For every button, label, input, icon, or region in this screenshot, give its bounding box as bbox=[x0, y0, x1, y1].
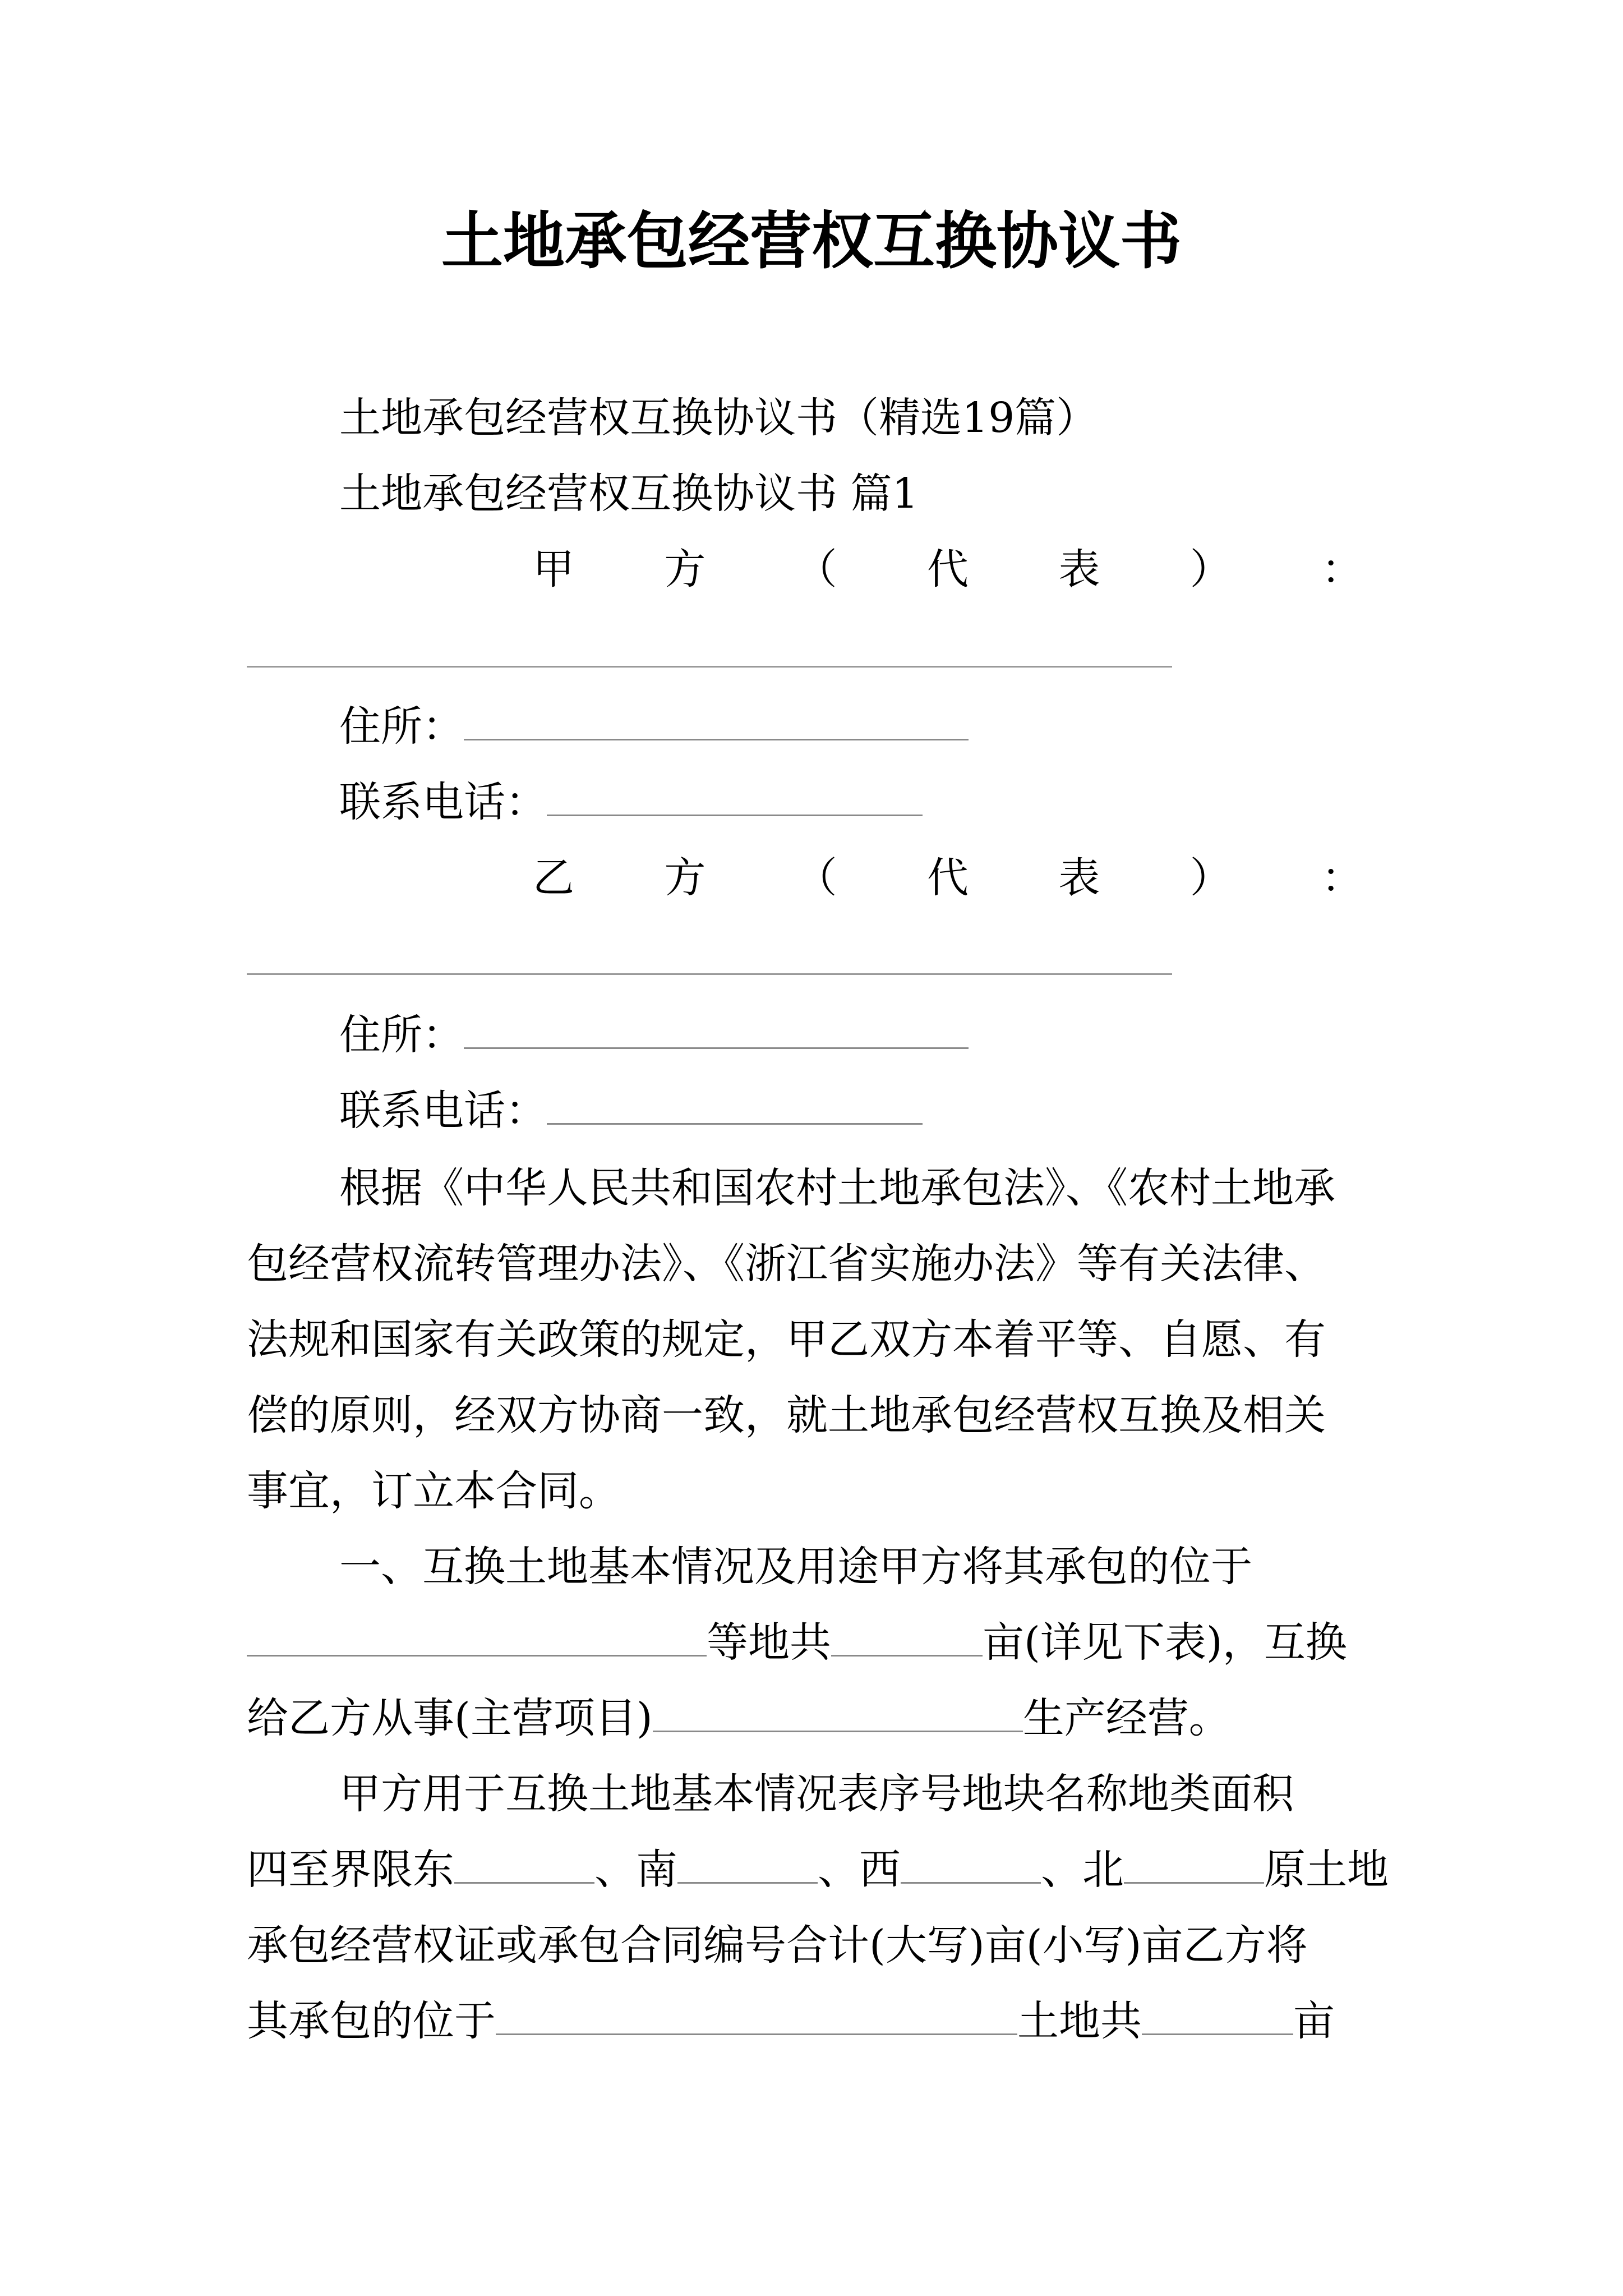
phone-label: 联系电话： bbox=[339, 778, 547, 826]
party-a-phone bbox=[339, 774, 1489, 830]
west-boundary-blank[interactable] bbox=[901, 1848, 1041, 1884]
intro-line: 根据《中华人民共和国农村土地承包法》、《农村土地承 bbox=[339, 1164, 1335, 1212]
party-b-heading: 乙 方 （ 代 表 ） ： bbox=[533, 854, 1363, 902]
party-b-phone bbox=[339, 1083, 1489, 1139]
party-b-area-blank[interactable] bbox=[1142, 2000, 1293, 2035]
south-boundary-blank[interactable] bbox=[677, 1848, 818, 1884]
address-label: 住所： bbox=[339, 702, 464, 751]
document-subtitle: 土地承包经营权互换协议书（精选19篇） bbox=[339, 394, 1098, 442]
party-a-address bbox=[339, 698, 1489, 754]
party-a-name-blank[interactable] bbox=[247, 666, 1172, 668]
section-heading: 土地承包经营权互换协议书 篇1 bbox=[339, 470, 919, 518]
party-b-address bbox=[339, 1007, 1489, 1063]
clause-1-line: 等地共 亩(详见下表)，互换 bbox=[247, 1614, 1396, 1671]
intro-line: 偿的原则，经双方协商一致，就土地承包经营权互换及相关 bbox=[247, 1391, 1326, 1439]
intro-line: 法规和国家有关政策的规定，甲乙双方本着平等、自愿、有 bbox=[247, 1315, 1326, 1364]
party-b-name-blank[interactable] bbox=[247, 973, 1172, 975]
phone-blank[interactable] bbox=[547, 781, 923, 816]
table-desc-line: 甲方用于互换土地基本情况表序号地块名称地类面积 bbox=[339, 1770, 1294, 1818]
document-title: 土地承包经营权互换协议书 bbox=[441, 205, 1182, 277]
party-b-land-location-blank[interactable] bbox=[496, 2000, 1017, 2035]
land-location-blank[interactable] bbox=[247, 1621, 707, 1657]
phone-blank[interactable] bbox=[547, 1089, 923, 1125]
north-boundary-blank[interactable] bbox=[1124, 1848, 1264, 1884]
clause-1-line: 一、互换土地基本情况及用途甲方将其承包的位于 bbox=[339, 1543, 1252, 1591]
intro-line: 事宜，订立本合同。 bbox=[247, 1467, 620, 1515]
address-blank[interactable] bbox=[464, 705, 969, 740]
table-desc-line: 承包经营权证或承包合同编号合计(大写)亩(小写)亩乙方将 bbox=[247, 1921, 1308, 1970]
address-label: 住所： bbox=[339, 1011, 464, 1059]
table-desc-line: 四至界限东 、南 、西 、北 原土地 bbox=[247, 1846, 1389, 1894]
clause-1-line: 给乙方从事(主营项目) 生产经营。 bbox=[247, 1694, 1230, 1742]
area-blank[interactable] bbox=[831, 1621, 983, 1657]
party-a-heading: 甲 方 （ 代 表 ） ： bbox=[533, 545, 1363, 593]
table-desc-line: 其承包的位于 土地共 亩 bbox=[247, 1997, 1335, 2045]
main-business-blank[interactable] bbox=[653, 1697, 1023, 1732]
address-blank[interactable] bbox=[464, 1014, 969, 1049]
east-boundary-blank[interactable] bbox=[454, 1848, 594, 1884]
phone-label: 联系电话： bbox=[339, 1087, 547, 1135]
intro-line: 包经营权流转管理办法》、《浙江省实施办法》等有关法律、 bbox=[247, 1240, 1326, 1288]
